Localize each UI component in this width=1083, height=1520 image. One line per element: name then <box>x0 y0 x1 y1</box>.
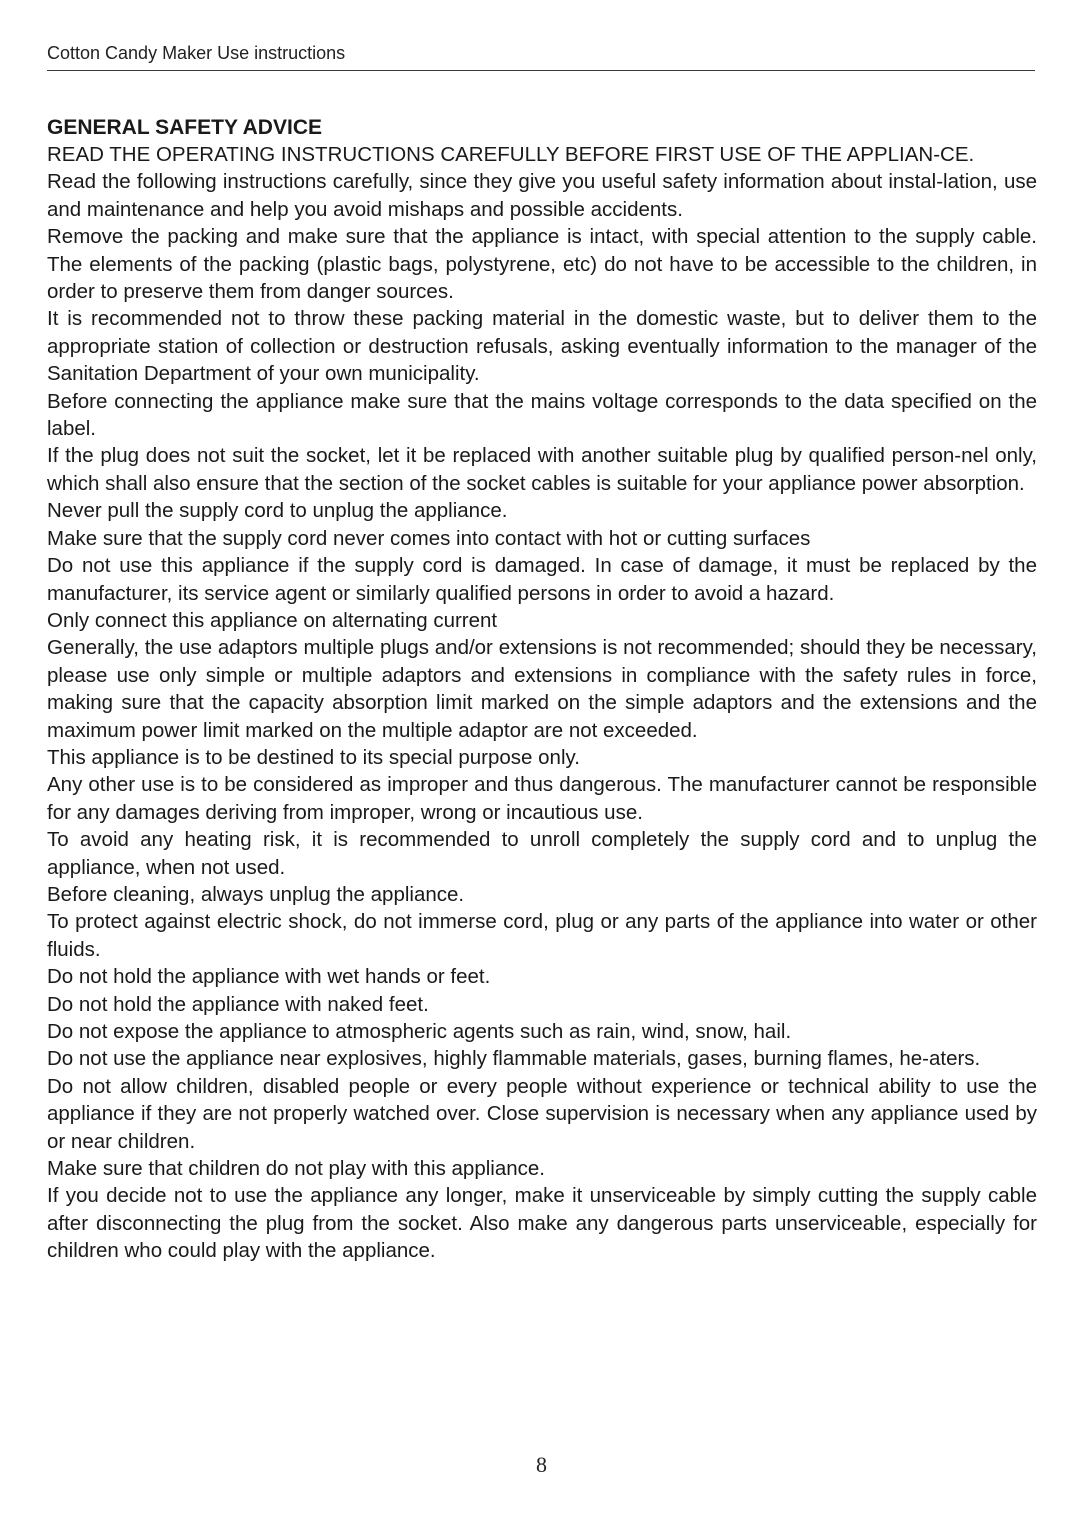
paragraph: Do not hold the appliance with wet hands or feet. <box>47 965 491 989</box>
paragraph: Do not hold the appliance with naked feet. <box>47 992 429 1016</box>
paragraph: Make sure that the supply cord never comes into contact with hot or cutting surfaces <box>47 526 811 550</box>
section-subheading: READ THE OPERATING INSTRUCTIONS CAREFULLY BEFORE FIRST USE OF THE APPLIAN-CE. <box>47 143 975 166</box>
paragraph: To avoid any heating risk, it is recommended to unroll completely the supply cord and to unplug the appliance, when not used. <box>47 828 1037 879</box>
paragraph: Make sure that children do not play with this appliance. <box>47 1157 545 1181</box>
paragraph: Generally, the use adaptors multiple plugs and/or extensions is not recommended; should they be necessary, please use only simple or multiple adaptors and extensions in compliance with the safety rules in force, making sure that the capacity absorption limit marked on the simple adaptors and the extensions and the maximum power limit marked on the multiple adaptor are not exceeded. <box>47 636 1037 742</box>
paragraph: Do not expose the appliance to atmospheric agents such as rain, wind, snow, hail. <box>47 1020 792 1043</box>
paragraph: Remove the packing and make sure that the appliance is intact, with special attention to the supply cable. The elements of the packing (plastic bags, polystyrene, etc) do not have to be accessible to the children, in order to preserve them from danger sources. <box>47 225 1037 304</box>
document-title: Cotton Candy Maker Use instructions <box>47 43 346 63</box>
section-heading: GENERAL SAFETY ADVICE <box>47 116 322 139</box>
paragraph: If the plug does not suit the socket, let it be replaced with another suitable plug by qualified person-nel only, which shall also ensure that the section of the socket cables is suitable for your appliance power absorption. <box>47 444 1037 495</box>
paragraph: To protect against electric shock, do not immerse cord, plug or any parts of the appliance into water or other fluids. <box>47 910 1037 961</box>
paragraph: Only connect this appliance on alternating current <box>47 608 498 632</box>
page-number: 8 <box>536 1452 547 1477</box>
paragraph: Never pull the supply cord to unplug the appliance. <box>47 499 508 523</box>
safety-section <box>47 114 1037 1265</box>
paragraph: Do not allow children, disabled people or every people without experience or technical ability to use the appliance if they are not properly watched over. Close supervision is necessary when any appliance used by or near children. <box>47 1074 1037 1153</box>
paragraph: Any other use is to be considered as improper and thus dangerous. The manufacturer cannot be responsible for any damages deriving from improper, wrong or incautious use. <box>47 773 1037 824</box>
paragraph: Before cleaning, always unplug the appliance. <box>47 882 465 906</box>
paragraph: Do not use this appliance if the supply cord is damaged. In case of damage, it must be replaced by the manufacturer, its service agent or similarly qualified persons in order to avoid a hazard. <box>47 554 1037 605</box>
paragraph: Do not use the appliance near explosives, highly flammable materials, gases, burning flames, he-aters. <box>47 1047 981 1071</box>
paragraph: Read the following instructions carefully, since they give you useful safety information about instal-lation, use and maintenance and help you avoid mishaps and possible accidents. <box>47 170 1037 221</box>
paragraph: It is recommended not to throw these packing material in the domestic waste, but to deliver them to the appropriate station of collection or destruction refusals, asking eventually information to the manager of the Sanitation Department of your own municipality. <box>47 307 1037 386</box>
paragraph: This appliance is to be destined to its special purpose only. <box>47 745 580 769</box>
paragraph: Before connecting the appliance make sure that the mains voltage corresponds to the data specified on the label. <box>47 389 1037 441</box>
paragraph: If you decide not to use the appliance any longer, make it unserviceable by simply cutting the supply cable after disconnecting the plug from the socket. Also make any dangerous parts unserviceable, especially for children who could play with the appliance. <box>47 1184 1037 1263</box>
page-header <box>47 42 1035 71</box>
